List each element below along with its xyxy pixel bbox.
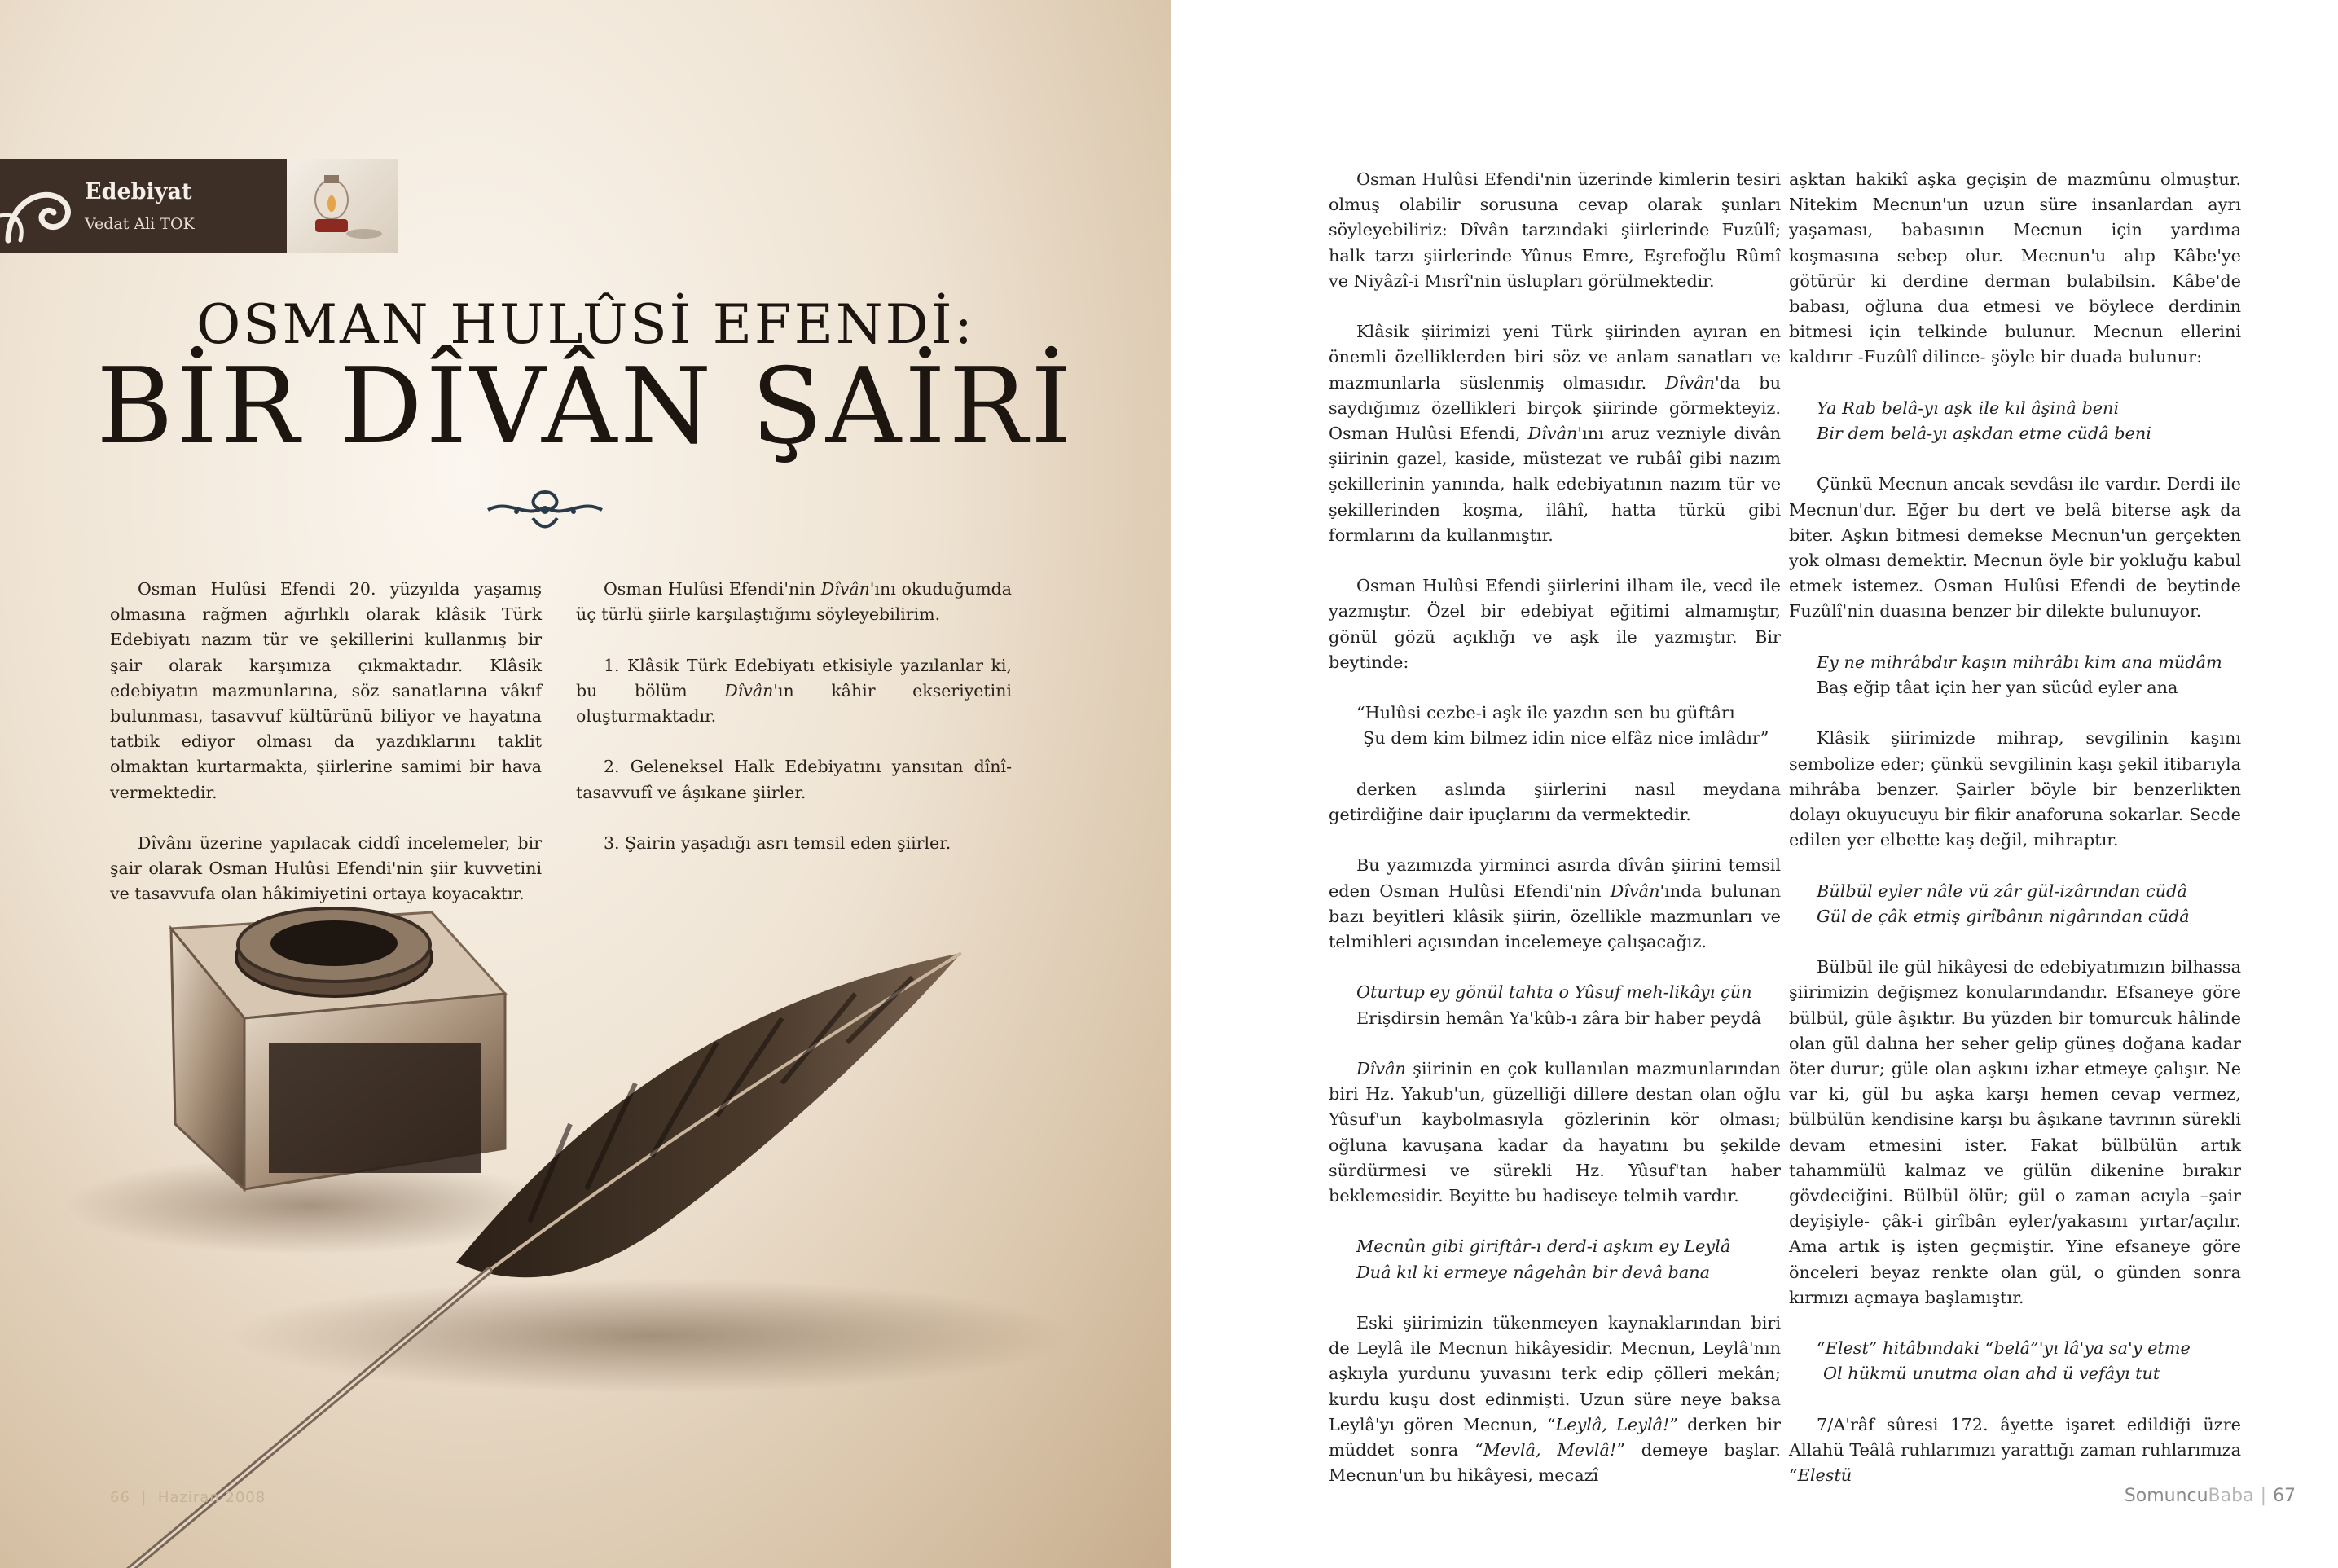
- verse: “Hulûsi cezbe-i aşk ile yazdın sen bu güftârı Şu dem kim bilmez idin nice elfâz nice imlâdır”: [1356, 703, 1769, 749]
- list-item: 2. Geleneksel Halk Edebiyatını yansıtan dînî-tasavvufî ve âşıkane şiirler.: [576, 757, 1012, 802]
- paragraph: 7/A'râf sûresi 172. âyette işaret edildiği üzre Allahü Teâlâ ruhlarımızı yarattığı zaman ruhlarımıza “Elestü: [1789, 1414, 2241, 1486]
- page-number: 67: [2273, 1486, 2296, 1506]
- left-column-1: [110, 577, 542, 933]
- paragraph: aşktan hakikî aşka geçişin de mazmûnu olmuştur. Nitekim Mecnun'un uzun süre insanlardan ayrı yaşaması, babasının Mecnun için yardıma koşmasına sebep olur. Mecnun'u alıp Kâbe'ye götürür ki derdine derman bulabilsin. Kâbe'de babası, oğluna dua etmesi ve böylece derdinin bitmesi için telkinde bulunur. Mecnun ellerini kaldırır -Fuzûlî dilince- şöyle bir duada bulunur:: [1789, 169, 2241, 367]
- article-title-line1: OSMAN HULÛSİ EFENDİ:: [196, 293, 975, 356]
- paragraph: Bu yazımızda yirminci asırda dîvân şiirini temsil eden Osman Hulûsi Efendi'nin Dîvân'ında bulunan bazı beyitleri klâsik şiirin, özellikle mazmunları ve telmihleri açısından incelemeye çalışacağız.: [1329, 855, 1781, 952]
- section-name: Edebiyat: [85, 179, 192, 204]
- inkwell-quill-illustration: [0, 880, 1171, 1568]
- paragraph: Eski şiirimizin tükenmeyen kaynaklarından biri de Leylâ ile Mecnun hikâyesidir. Mecnun, Leylâ'nın aşkıyla yurdunu yuvasını terk edip çölleri mekân; kurdu kuşu dost edinmişti. Uzun süre neye baksa Leylâ'yı gören Mecnun, “Leylâ, Leylâ!” derken bir müddet sonra “Mevlâ, Mevlâ!” demeye başlar. Mecnun'un bu hikâyesi, mecazî: [1329, 1313, 1782, 1486]
- left-column-2: [576, 577, 1012, 881]
- article-author: Vedat Ali TOK: [85, 215, 195, 233]
- right-column-2: [1789, 167, 2241, 1488]
- paragraph: Dîvân şiirinin en çok kullanılan mazmunlarından biri Hz. Yakub'un, güzelliği dillere destan olan oğlu Yûsuf'un kaybolmasıyla gözlerinin kör olması; oğluna kavuşana kadar da hayatını bu şekilde sürdürmesi ve sürekli Hz. Yûsuf'tan haber beklemesidir. Beyitte bu hadiseye telmih vardır.: [1329, 1059, 1781, 1206]
- paragraph: derken aslında şiirlerini nasıl meydana getirdiğine dair ipuçlarını da vermektedir.: [1329, 779, 1781, 825]
- paragraph: Osman Hulûsi Efendi'nin üzerinde kimlerin tesiri olmuş olabilir sorusuna cevap olarak şunları söyleyebiliriz: Dîvân tarzındaki şiirlerinde Fuzûlî; halk tarzı şiirlerinde Yûnus Emre, Eşrefoğlu Rûmî ve Niyâzî-i Mısrî'nin üslupları görülmektedir.: [1329, 169, 1781, 291]
- verse: Ya Rab belâ-yı aşk ile kıl âşinâ beni Bir dem belâ-yı aşkdan etme cüdâ beni: [1817, 397, 2151, 444]
- paragraph: Osman Hulûsi Efendi şiirlerini ilham ile, vecd ile yazmıştır. Özel bir edebiyat eğitimi almamıştır, gönül gözü açıklığı ve aşk ile yazmıştır. Bir beytinde:: [1329, 576, 1781, 672]
- paragraph: Osman Hulûsi Efendi 20. yüzyılda yaşamış olmasına rağmen ağırlıklı olarak klâsik Türk Edebiyatı nazım tür ve şekillerini kullanmış bir şair olarak karşımıza çıkmaktadır. Klâsik edebiyatın mazmunlarına, söz sanatlarına vâkıf bulunması, tasavvuf kültürünü biliyor ve hayatına tatbik ediyor olması da yazdıklarını taklit olmaktan kurtarmakta, şiirlerine samimi bir hava vermektedir.: [110, 579, 542, 802]
- verse: Ey ne mihrâbdır kaşın mihrâbı kim ana müdâm Baş eğip tâat için her yan sücûd eyler ana: [1817, 652, 2222, 698]
- paragraph: Çünkü Mecnun ancak sevdâsı ile vardır. Derdi ile Mecnun'dur. Eğer bu dert ve belâ biterse aşk da biter. Aşkın bitmesi demekse Mecnun'un gerçekten yok olması demektir. Mecnun öyle bir yokluğu kabul etmek istemez. Osman Hulûsi Efendi de beytinde Fuzûlî'nin duasına benzer bir dilekte bulunuyor.: [1789, 474, 2241, 621]
- paragraph: Osman Hulûsi Efendi'nin Dîvân'ını okuduğumda üç türlü şiirle karşılaştığımı söyleyebilirim.: [576, 579, 1012, 625]
- swirl-ornament-icon: [0, 167, 81, 248]
- folio-left: 66 | Haziran 2008: [110, 1489, 266, 1506]
- article-title-line2: BİR DÎVÂN ŞAİRİ: [96, 346, 1075, 468]
- list-item: 1. Klâsik Türk Edebiyatı etkisiyle yazılanlar ki, bu bölüm Dîvân'ın kâhir ekseriyetini oluşturmaktadır.: [576, 655, 1012, 726]
- paragraph: Bülbül ile gül hikâyesi de edebiyatımızın bilhassa şiirimizin değişmez konularındandır. Efsaneye göre bülbül, güle âşıktır. Bu yüzden bir tomurcuk hâlinde olan gül dalına her seher gelip güneş doğana kadar öter durur; güle olan aşkını izhar etmeye çalışır. Ne var ki, gül bu aşka karşı hemen cevap vermez, bülbülün kendisine karşı bu âşıkane tavrının sürekli devam etmesini ister. Fakat bülbülün artık tahammülü kalmaz ve gülün dikenine bırakır gövdeciğini. Bülbül ölür; gül o zaman acıyla –şair deyişiyle- çâk-i girîbân eyler/yakasını yırtar/açılır. Ama artık iş işten geçmiştir. Yine efsaneye göre önceleri beyaz renkte olan gül, o günden sonra kırmızı açmaya başlamıştır.: [1789, 957, 2241, 1307]
- paragraph: Klâsik şiirimizi yeni Türk şiirinden ayıran en önemli özelliklerden biri söz ve anlam sanatları ve mazmunlarla süslenmiş olmasıdır. Dîvân'da bu saydığımız özellikleri birçok şiirinde görmekteyiz. Osman Hulûsi Efendi, Dîvân'ını aruz vezniyle divân şiirinin gazel, kaside, müstezat ve rubâî gibi nazım şekillerinin yanında, halk edebiyatının nazım tür ve şekillerinden koşma, ilâhî, hatta türkü gibi formlarını da kullanmıştır.: [1329, 322, 1781, 545]
- verse: Bülbül eyler nâle vü zâr gül-izârından cüdâ Gül de çâk etmiş girîbânın nigârından cüdâ: [1817, 881, 2190, 926]
- page-number: 66: [110, 1489, 130, 1506]
- right-column-1: [1329, 167, 1781, 1488]
- oil-lamp-photo: [287, 159, 398, 253]
- list-item: 3. Şairin yaşadığı asrı temsil eden şiirler.: [604, 832, 951, 853]
- paragraph: Dîvânı üzerine yapılacak ciddî incelemeler, bir şair olarak Osman Hulûsi Efendi'nin şiir kuvvetini ve tasavvufa olan hâkimiyetini ortaya koyacaktır.: [110, 833, 542, 904]
- right-page: [1171, 0, 2338, 1568]
- verse: Oturtup ey gönül tahta o Yûsuf meh-likâyı çün Erişdirsin hemân Ya'kûb-ı zâra bir haber peydâ: [1356, 982, 1762, 1028]
- verse: “Elest” hitâbındaki “belâ”'yı lâ'ya sa'y etme Ol hükmü unutma olan ahd ü vefâyı tut: [1817, 1338, 2191, 1384]
- inkwell-icon: [171, 908, 505, 1189]
- issue-date: Haziran 2008: [157, 1489, 266, 1506]
- paragraph: Klâsik şiirimizde mihrap, sevgilinin kaşını sembolize eder; çünkü sevgilinin kaşı şekil itibarıyla mihrâba benzer. Şairler böyle bir benzerlikten dolayı okuyucuyu bir fikir anaforuna sokarlar. Secde edilen yer elbette kaş değil, mihraptır.: [1789, 728, 2241, 850]
- title-ornament-icon: [484, 484, 606, 533]
- folio-right: SomuncuBaba | 67: [2124, 1486, 2296, 1506]
- magazine-brand: SomuncuBaba: [2124, 1486, 2254, 1506]
- verse: Mecnûn gibi giriftâr-ı derd-i aşkım ey Leylâ Duâ kıl ki ermeye nâgehân bir devâ bana: [1356, 1236, 1731, 1282]
